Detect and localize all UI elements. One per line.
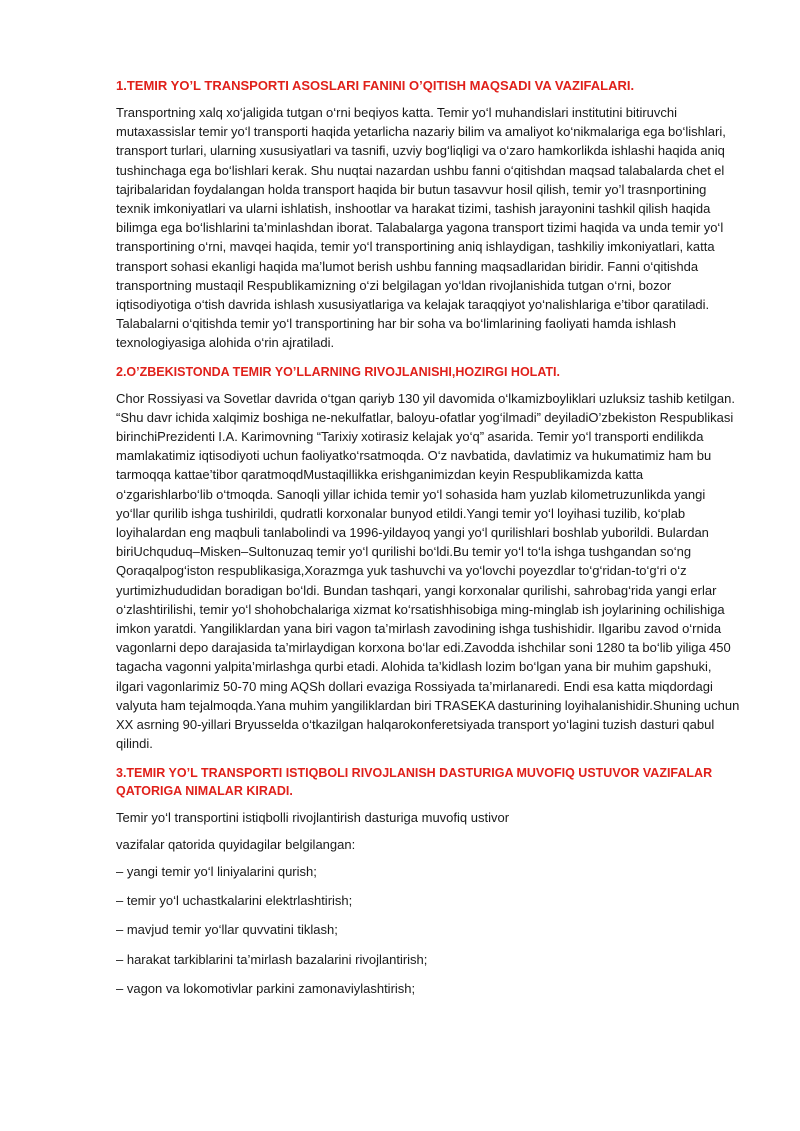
list-item: – harakat tarkiblarini ta’mirlash bazalarini rivojlantirish;: [116, 951, 428, 967]
section-line: Temir yo‘l transportini istiqbolli rivojlantirish dasturiga muvofiq ustivor: [116, 809, 510, 825]
task-list: [116, 862, 740, 998]
section-heading: 3.TEMIR YO’L TRANSPORTI ISTIQBOLI RIVOJLANISH DASTURIGA MUVOFIQ USTUVOR VAZIFALAR QATORIGA NIMALAR KIRADI.: [116, 765, 713, 798]
section-heading: 2.O’ZBEKISTONDA TEMIR YO’LLARNING RIVOJLANISHI,HOZIRGI HOLATI.: [116, 364, 561, 379]
list-item: – yangi temir yo‘l liniyalarini qurish;: [116, 863, 317, 879]
section-1: [116, 77, 740, 353]
section-3: [116, 764, 740, 998]
list-item: – mavjud temir yo‘llar quvvatini tiklash;: [116, 922, 338, 938]
section-paragraph: Chor Rossiyasi va Sovetlar davrida o‘tgan qariyb 130 yil davomida o‘lkamizboyliklari uzluksiz tashib ketilgan. “Shu davr ichida xalqimiz boshiga ne-nekulfatlar, baloyu-ofatlar yog‘ilmadi” deyiladiO’zbekiston Respublikasi birinchiPrezidenti I.A. Karimovning “Tarixiy xotirasiz kelajak yo‘q” asarida. Temir yo‘l transporti endilikda mamlakatimiz iqtisodiyoti uchun faoliyatko‘rsatmoqda. O‘z navbatida, davlatimiz va hukumatimiz ham bu tarmoqqa kattae’tibor qaratmoqdMustaqillikka erishganimizdan keyin Respublikamizda katta o‘zgarishlarbo‘lib o‘tmoqda. Sanoqli yillar ichida temir yo‘l sohasida ham yuzlab kilometruzunlikda yangi yo‘llar qurilib ishga tushirildi, qudratli korxonalar bunyod etildi.Yangi temir yo‘l loyihasi tuzilib, ko‘plab loyihalardan eng maqbuli tanlabolindi va 1996-yildayoq yangi yo‘l qurilishlari boshlab yuborildi. Bulardan biriUchquduq–Misken–Sultonuzaq temir yo‘l qurilishi bo‘ldi.Bu temir yo‘l to‘la ishga tushgandan so‘ng Qoraqalpog‘iston respublikasiga,Xorazmga yuk tashuvchi va yo‘lovchi poyezdlar to‘g‘ridan-to‘g‘ri o‘z yurtimizhududidan boradigan bo‘ldi. Bundan tashqari, yangi korxonalar qurilishi, sahrobag‘rida yangi erlar o‘zlashtirilishi, temir yo‘l shohobchalariga xizmat ko‘rsatishhisobiga ming-minglab ish joylarining ochilishiga imkon yaratdi. Yangiliklardan yana biri vagon ta’mirlash zavodining ishga tushishidir. Ilgaribu zavod o‘rnida vagonlarni depo darajasida ta’mirlaydigan korxona bo‘lar edi.Zavodda ishchilar soni 1280 ta bo‘lib yiliga 450 tagacha vagonni yalpita’mirlashga qurbi etadi. Alohida ta’kidlash lozim bo‘lgan yana bir muhim gapshuki, ilgari vagonlarimiz 50-70 ming AQSh dollari evaziga Rossiyada ta’mirlanaredi. Endi esa katta miqdordagi valyuta ham tejalmoqda.Yana muhim yangiliklardan biri TRASEKA dasturining loyihalanishidir.Shuning uchun XX asrning 90-yillari Bryusselda o‘tkazilgan halqarokonferetsiyada transport yo‘lagini tuzish dasturi qabul qilindi.: [116, 390, 740, 752]
section-heading: 1.TEMIR YO’L TRANSPORTI ASOSLARI FANINI O’QITISH MAQSADI VA VAZIFALARI.: [116, 78, 635, 93]
list-item: – temir yo‘l uchastkalarini elektrlashtirish;: [116, 893, 353, 909]
list-item: – vagon va lokomotivlar parkini zamonaviylashtirish;: [116, 980, 416, 996]
section-line: vazifalar qatorida quyidagilar belgilangan:: [116, 836, 356, 852]
document-page: [116, 73, 740, 1008]
section-paragraph: Transportning xalq xo‘jaligida tutgan o‘rni beqiyos katta. Temir yo‘l muhandislari institutini bitiruvchi mutaxassislar temir yo‘l transporti haqida yetarlicha nazariy bilim va amaliyot ko‘nikmalariga ega bo‘lishlari, transport turlari, ularning xususiyatlari va tasnifi, uzviy bog‘liqligi va o‘zaro hamkorlikda ishlashi haqida aniq tushinchaga ega bo‘lishlari kerak. Shu nuqtai nazardan ushbu fanni o‘qitishdan maqsad talabalarda chet el tajribalaridan foydalangan holda transport haqida bir butun tasavvur hosil qilish, temir yo’l trasnportining texnik imkoniyatlari va ularni ishlatish, inshootlar va harakat tizimi, tashish jarayonini tashkil qilish haqida bilimga ega bo‘lishlarini ta’minlashdan iborat. Talabalarga yagona transport tizimi haqida va unda temir yo‘l transportining o‘rni, mavqei haqida, temir yo‘l transportining aniq ishlaydigan, tashkiliy imkoniyatlari, katta transport sohasi ekanligi haqida ma’lumot berish ushbu fanning maqsadlaridan biridir. Fanni o‘qitishda transportning mustaqil Respublikamizning o‘zi belgilagan yo‘ldan rivojlanishida tutgan o‘rni, bozor iqtisodiyotiga o‘tish davrida ishlash xususiyatlariga va kelajak taraqqiyot yo‘nalishlariga e’tibor qaratiladi. Talabalarni o‘qitishda temir yo‘l transportining har bir soha va bo‘limlarining faoliyati hamda ishlash texnologiyasiga alohida o‘rin ajratiladi.: [116, 105, 726, 351]
section-2: [116, 363, 740, 754]
